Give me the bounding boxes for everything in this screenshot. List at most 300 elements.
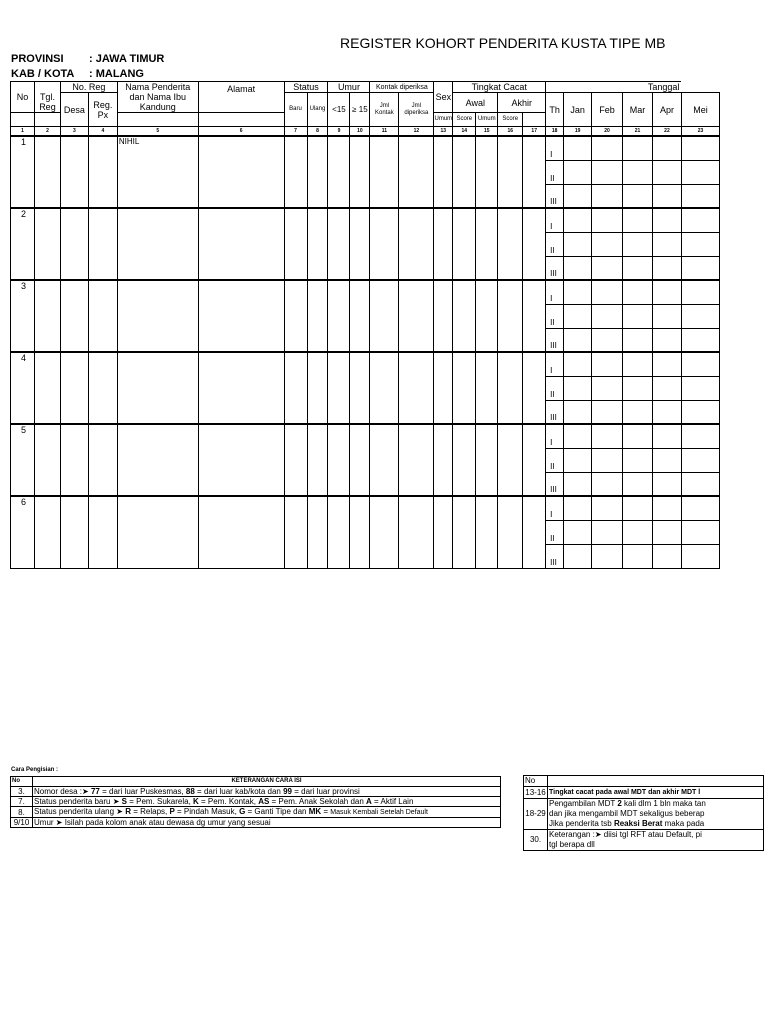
month-cell[interactable]: [652, 544, 681, 568]
month-cell[interactable]: [652, 352, 681, 376]
register-table-container: [10, 81, 720, 567]
data-cell[interactable]: [370, 136, 399, 208]
notes-row3-text: Keterangan :➤ diisi tgl RFT atau Default, pi tgl berapa dll: [548, 830, 764, 851]
month-cell[interactable]: [623, 544, 653, 568]
month-cell[interactable]: [652, 208, 681, 232]
year-label: II: [546, 376, 564, 400]
column-number-16: 16: [498, 127, 523, 137]
month-cell[interactable]: [564, 184, 592, 208]
month-cell[interactable]: [623, 184, 653, 208]
col-ge15-header: ≥ 15: [350, 93, 370, 127]
column-number-9: 9: [328, 127, 350, 137]
data-cell[interactable]: [399, 424, 434, 496]
data-cell[interactable]: [523, 424, 546, 496]
instructions-col-no: No: [11, 777, 33, 787]
month-cell[interactable]: [681, 328, 719, 352]
data-cell[interactable]: [453, 208, 476, 280]
data-cell[interactable]: [453, 352, 476, 424]
col-no-header: No: [11, 82, 35, 113]
data-cell[interactable]: [434, 136, 453, 208]
data-cell[interactable]: [198, 424, 284, 496]
data-cell[interactable]: [60, 496, 88, 568]
data-cell[interactable]: [399, 208, 434, 280]
month-cell[interactable]: [681, 208, 719, 232]
month-cell[interactable]: [681, 424, 719, 448]
table-row: [11, 136, 720, 160]
instructions-col-ket: KETERANGAN CARA ISI: [33, 777, 501, 787]
month-cell[interactable]: [623, 496, 653, 520]
month-cell[interactable]: [681, 520, 719, 544]
column-number-20: 20: [592, 127, 623, 137]
instruction-row: [11, 787, 501, 797]
month-cell[interactable]: [681, 256, 719, 280]
col-baru-header: Baru: [284, 93, 307, 127]
col-awal-umum-header: Umum: [434, 113, 453, 127]
data-cell[interactable]: [328, 496, 350, 568]
data-cell[interactable]: [88, 496, 117, 568]
data-cell[interactable]: [370, 208, 399, 280]
month-cell[interactable]: [592, 352, 623, 376]
row-number: 2: [11, 208, 35, 280]
month-cell[interactable]: [623, 160, 653, 184]
data-cell[interactable]: [284, 280, 307, 352]
data-cell[interactable]: [350, 136, 370, 208]
month-cell[interactable]: [681, 496, 719, 520]
month-cell[interactable]: [592, 520, 623, 544]
column-number-1: 1: [11, 127, 35, 137]
month-cell[interactable]: [681, 400, 719, 424]
month-cell[interactable]: [623, 328, 653, 352]
month-cell[interactable]: [564, 544, 592, 568]
column-number-18: 18: [546, 127, 564, 137]
instruction-text: Status penderita ulang ➤ R = Relaps, P = Pindah Masuk, G = Ganti Tipe dan MK = Masuk Kembali Setelah Default: [33, 807, 501, 818]
instructions-title: Cara Pengisian :: [11, 767, 59, 773]
year-label: I: [546, 352, 564, 376]
month-cell[interactable]: [652, 448, 681, 472]
col-tgl-reg-header: Tgl. Reg: [34, 82, 60, 113]
data-cell[interactable]: [476, 136, 498, 208]
col-month-mar-header: Mar: [623, 93, 653, 127]
data-cell[interactable]: [476, 280, 498, 352]
column-number-3: 3: [60, 127, 88, 137]
month-cell[interactable]: [652, 472, 681, 496]
col-umur-header: Umur: [328, 82, 370, 93]
month-cell[interactable]: [564, 208, 592, 232]
month-cell[interactable]: [564, 376, 592, 400]
data-cell[interactable]: [399, 352, 434, 424]
data-cell[interactable]: [453, 136, 476, 208]
data-cell[interactable]: [328, 352, 350, 424]
table-row: [11, 352, 720, 376]
column-number-6: 6: [198, 127, 284, 137]
data-cell[interactable]: [328, 424, 350, 496]
data-cell[interactable]: [88, 424, 117, 496]
instruction-no: 7.: [11, 797, 33, 807]
column-number-11: 11: [370, 127, 399, 137]
data-cell[interactable]: [60, 424, 88, 496]
month-cell[interactable]: [652, 496, 681, 520]
instruction-text: Status penderita baru ➤ S = Pem. Sukarela, K = Pem. Kontak, AS = Pem. Anak Sekolah dan A = Aktif Lain: [33, 797, 501, 807]
year-label: I: [546, 280, 564, 304]
month-cell[interactable]: [592, 304, 623, 328]
data-cell[interactable]: [476, 424, 498, 496]
month-cell[interactable]: [564, 496, 592, 520]
data-cell[interactable]: [399, 496, 434, 568]
month-cell[interactable]: [564, 424, 592, 448]
data-cell[interactable]: [434, 208, 453, 280]
notes-row2-no: 18-29: [524, 799, 548, 830]
data-cell[interactable]: [523, 208, 546, 280]
month-cell[interactable]: [652, 232, 681, 256]
month-cell[interactable]: [592, 136, 623, 160]
data-cell[interactable]: [350, 424, 370, 496]
month-cell[interactable]: [681, 376, 719, 400]
month-cell[interactable]: [681, 280, 719, 304]
month-cell[interactable]: [592, 424, 623, 448]
year-label: I: [546, 136, 564, 160]
column-number-21: 21: [623, 127, 653, 137]
data-cell[interactable]: [198, 280, 284, 352]
month-cell[interactable]: [592, 496, 623, 520]
column-number-4: 4: [88, 127, 117, 137]
nama-cell[interactable]: [117, 280, 198, 352]
month-cell[interactable]: [623, 256, 653, 280]
nama-cell[interactable]: [117, 208, 198, 280]
data-cell[interactable]: [88, 352, 117, 424]
data-cell[interactable]: [88, 136, 117, 208]
year-label: II: [546, 304, 564, 328]
data-cell[interactable]: [350, 208, 370, 280]
column-number-7: 7: [284, 127, 307, 137]
table-row: [11, 208, 720, 232]
month-cell[interactable]: [623, 304, 653, 328]
column-number-17: 17: [523, 127, 546, 137]
column-number-13: 13: [434, 127, 453, 137]
nama-cell[interactable]: [117, 424, 198, 496]
data-cell[interactable]: [498, 424, 523, 496]
data-cell[interactable]: [370, 496, 399, 568]
month-cell[interactable]: [592, 208, 623, 232]
col-tingkat-cacat-header: Tingkat Cacat: [453, 82, 546, 93]
data-cell[interactable]: [523, 280, 546, 352]
year-label: I: [546, 208, 564, 232]
column-number-8: 8: [307, 127, 328, 137]
data-cell[interactable]: [523, 496, 546, 568]
month-cell[interactable]: [564, 328, 592, 352]
col-lt15-header: <15: [328, 93, 350, 127]
data-cell[interactable]: [88, 280, 117, 352]
year-label: III: [546, 472, 564, 496]
year-label: III: [546, 184, 564, 208]
month-cell[interactable]: [623, 472, 653, 496]
register-table: [10, 81, 720, 569]
col-akhir-umum-header: Umum: [476, 113, 498, 127]
year-label: I: [546, 424, 564, 448]
instruction-row: [11, 797, 501, 807]
col-ulang-header: Ulang: [307, 93, 328, 127]
col-akhir-header: Akhir: [498, 93, 546, 113]
month-cell[interactable]: [652, 136, 681, 160]
month-cell[interactable]: [592, 376, 623, 400]
month-cell[interactable]: [564, 232, 592, 256]
data-cell[interactable]: [328, 136, 350, 208]
year-label: III: [546, 256, 564, 280]
data-cell[interactable]: [498, 352, 523, 424]
month-cell[interactable]: [681, 472, 719, 496]
month-cell[interactable]: [592, 400, 623, 424]
col-awal-header: Awal: [453, 93, 498, 113]
instruction-text: Umur ➤ Isilah pada kolom anak atau dewasa dg umur yang sesuai: [33, 818, 501, 828]
month-cell[interactable]: [652, 280, 681, 304]
month-cell[interactable]: [623, 424, 653, 448]
month-cell[interactable]: [652, 376, 681, 400]
data-cell[interactable]: [284, 496, 307, 568]
col-no-reg-header: No. Reg: [60, 82, 117, 93]
data-cell[interactable]: [370, 280, 399, 352]
data-cell[interactable]: [523, 136, 546, 208]
col-desa-header: Desa: [60, 93, 88, 127]
data-cell[interactable]: [498, 208, 523, 280]
col-month-apr-header: Apr: [652, 93, 681, 127]
month-cell[interactable]: [623, 376, 653, 400]
month-cell[interactable]: [623, 232, 653, 256]
month-cell[interactable]: [652, 304, 681, 328]
month-cell[interactable]: [652, 160, 681, 184]
month-cell[interactable]: [623, 448, 653, 472]
data-cell[interactable]: [60, 352, 88, 424]
month-cell[interactable]: [652, 328, 681, 352]
data-cell[interactable]: [476, 496, 498, 568]
col-reg-px-header: Reg. Px: [88, 93, 117, 127]
year-label: III: [546, 328, 564, 352]
month-cell[interactable]: [652, 400, 681, 424]
month-cell[interactable]: [652, 424, 681, 448]
nama-cell[interactable]: [117, 496, 198, 568]
col-jml-kontak-header: Jml Kontak: [370, 93, 399, 127]
year-label: II: [546, 520, 564, 544]
month-cell[interactable]: [564, 304, 592, 328]
register-body: [11, 136, 720, 568]
year-label: III: [546, 544, 564, 568]
row-number: 4: [11, 352, 35, 424]
column-number-12: 12: [399, 127, 434, 137]
data-cell[interactable]: [198, 496, 284, 568]
instruction-no: 8.: [11, 807, 33, 818]
data-cell[interactable]: [34, 208, 60, 280]
data-cell[interactable]: [498, 280, 523, 352]
data-cell[interactable]: [434, 496, 453, 568]
data-cell[interactable]: [476, 208, 498, 280]
kab-label: KAB / KOTA: [11, 68, 75, 80]
column-number-19: 19: [564, 127, 592, 137]
data-cell[interactable]: [476, 352, 498, 424]
month-cell[interactable]: [681, 352, 719, 376]
data-cell[interactable]: [307, 424, 328, 496]
month-cell[interactable]: [564, 352, 592, 376]
instruction-no: 9/10: [11, 818, 33, 828]
month-cell[interactable]: [564, 520, 592, 544]
instruction-row: [11, 818, 501, 828]
month-cell[interactable]: [564, 136, 592, 160]
row-number: 6: [11, 496, 35, 568]
month-cell[interactable]: [681, 448, 719, 472]
column-number-5: 5: [117, 127, 198, 137]
month-cell[interactable]: [564, 400, 592, 424]
month-cell[interactable]: [592, 448, 623, 472]
year-label: II: [546, 448, 564, 472]
month-cell[interactable]: [592, 232, 623, 256]
data-cell[interactable]: [434, 424, 453, 496]
notes-row1-text: Tingkat cacat pada awal MDT dan akhir MDT l: [548, 787, 764, 799]
data-cell[interactable]: [60, 280, 88, 352]
month-cell[interactable]: [564, 448, 592, 472]
data-cell[interactable]: [284, 136, 307, 208]
notes-table-container: [523, 775, 718, 860]
month-cell[interactable]: [623, 520, 653, 544]
month-cell[interactable]: [564, 472, 592, 496]
year-label: II: [546, 160, 564, 184]
col-th-header: Th: [546, 93, 564, 127]
data-cell[interactable]: [284, 208, 307, 280]
data-cell[interactable]: [34, 496, 60, 568]
provinsi-value: : JAWA TIMUR: [89, 53, 165, 65]
data-cell[interactable]: [34, 424, 60, 496]
month-cell[interactable]: [681, 184, 719, 208]
month-cell[interactable]: [592, 184, 623, 208]
month-cell[interactable]: [681, 136, 719, 160]
nama-cell[interactable]: [117, 352, 198, 424]
month-cell[interactable]: [652, 520, 681, 544]
month-cell[interactable]: [564, 256, 592, 280]
instruction-text: Nomor desa :➤ 77 = dari luar Puskesmas, 88 = dari luar kab/kota dan 99 = dari luar provinsi: [33, 787, 501, 797]
data-cell[interactable]: [34, 280, 60, 352]
data-cell[interactable]: [198, 352, 284, 424]
data-cell[interactable]: [453, 280, 476, 352]
col-month-feb-header: Feb: [592, 93, 623, 127]
data-cell[interactable]: [350, 352, 370, 424]
data-cell[interactable]: [350, 280, 370, 352]
month-cell[interactable]: [592, 256, 623, 280]
data-cell[interactable]: [328, 208, 350, 280]
data-cell[interactable]: [370, 352, 399, 424]
data-cell[interactable]: [350, 496, 370, 568]
month-cell[interactable]: [623, 280, 653, 304]
data-cell[interactable]: [453, 496, 476, 568]
notes-row1-no: 13-16: [525, 787, 546, 797]
data-cell[interactable]: [307, 136, 328, 208]
data-cell[interactable]: [399, 280, 434, 352]
row-number: 5: [11, 424, 35, 496]
data-cell[interactable]: [60, 136, 88, 208]
month-cell[interactable]: [652, 184, 681, 208]
month-cell[interactable]: [564, 160, 592, 184]
col-sex-header: Sex: [434, 82, 453, 113]
data-cell[interactable]: [523, 352, 546, 424]
table-row: [11, 424, 720, 448]
column-number-2: 2: [34, 127, 60, 137]
data-cell[interactable]: [34, 136, 60, 208]
col-status-header: Status: [284, 82, 328, 93]
column-number-10: 10: [350, 127, 370, 137]
nama-cell[interactable]: NIHIL: [117, 136, 198, 208]
column-number-15: 15: [476, 127, 498, 137]
column-number-14: 14: [453, 127, 476, 137]
instructions-table: [10, 776, 501, 828]
month-cell[interactable]: [592, 544, 623, 568]
notes-col-no: No: [524, 776, 548, 787]
month-cell[interactable]: [623, 400, 653, 424]
data-cell[interactable]: [498, 496, 523, 568]
month-cell[interactable]: [681, 160, 719, 184]
data-cell[interactable]: [60, 208, 88, 280]
data-cell[interactable]: [498, 136, 523, 208]
data-cell[interactable]: [88, 208, 117, 280]
col-nama-header: Nama Penderita dan Nama Ibu Kandung: [117, 82, 198, 113]
month-cell[interactable]: [592, 328, 623, 352]
data-cell[interactable]: [370, 424, 399, 496]
col-awal-score-header: Score: [453, 113, 476, 127]
col-kontak-header: Kontak diperiksa: [370, 82, 434, 93]
data-cell[interactable]: [453, 424, 476, 496]
month-cell[interactable]: [681, 232, 719, 256]
table-row: [11, 280, 720, 304]
row-number: 3: [11, 280, 35, 352]
data-cell[interactable]: [307, 280, 328, 352]
row-number: 1: [11, 136, 35, 208]
data-cell[interactable]: [198, 136, 284, 208]
month-cell[interactable]: [681, 544, 719, 568]
data-cell[interactable]: [284, 352, 307, 424]
data-cell[interactable]: [399, 136, 434, 208]
data-cell[interactable]: [434, 280, 453, 352]
month-cell[interactable]: [564, 280, 592, 304]
data-cell[interactable]: [328, 280, 350, 352]
kab-value: : MALANG: [89, 68, 144, 80]
provinsi-label: PROVINSI: [11, 53, 64, 65]
data-cell[interactable]: [307, 208, 328, 280]
notes-table: [523, 775, 764, 851]
month-cell[interactable]: [681, 304, 719, 328]
month-cell[interactable]: [623, 352, 653, 376]
data-cell[interactable]: [198, 208, 284, 280]
col-alamat-header: Alamat: [198, 82, 284, 113]
col-jml-diperiksa-header: Jml diperiksa: [399, 93, 434, 127]
col-month-jan-header: Jan: [564, 93, 592, 127]
column-number-22: 22: [652, 127, 681, 137]
year-label: I: [546, 496, 564, 520]
data-cell[interactable]: [34, 352, 60, 424]
year-label: III: [546, 400, 564, 424]
year-label: II: [546, 232, 564, 256]
month-cell[interactable]: [592, 472, 623, 496]
month-cell[interactable]: [623, 208, 653, 232]
data-cell[interactable]: [284, 424, 307, 496]
month-cell[interactable]: [592, 160, 623, 184]
col-month-mei-header: Mei: [681, 93, 719, 127]
page-title: REGISTER KOHORT PENDERITA KUSTA TIPE MB: [340, 35, 666, 51]
table-row: [11, 496, 720, 520]
month-cell[interactable]: [623, 136, 653, 160]
col-tanggal-header: Tanggal: [546, 82, 682, 93]
column-number-23: 23: [681, 127, 719, 137]
month-cell[interactable]: [592, 280, 623, 304]
data-cell[interactable]: [434, 352, 453, 424]
month-cell[interactable]: [652, 256, 681, 280]
data-cell[interactable]: [307, 496, 328, 568]
instruction-no: 3.: [11, 787, 33, 797]
col-akhir-score-header: Score: [498, 113, 523, 127]
data-cell[interactable]: [307, 352, 328, 424]
